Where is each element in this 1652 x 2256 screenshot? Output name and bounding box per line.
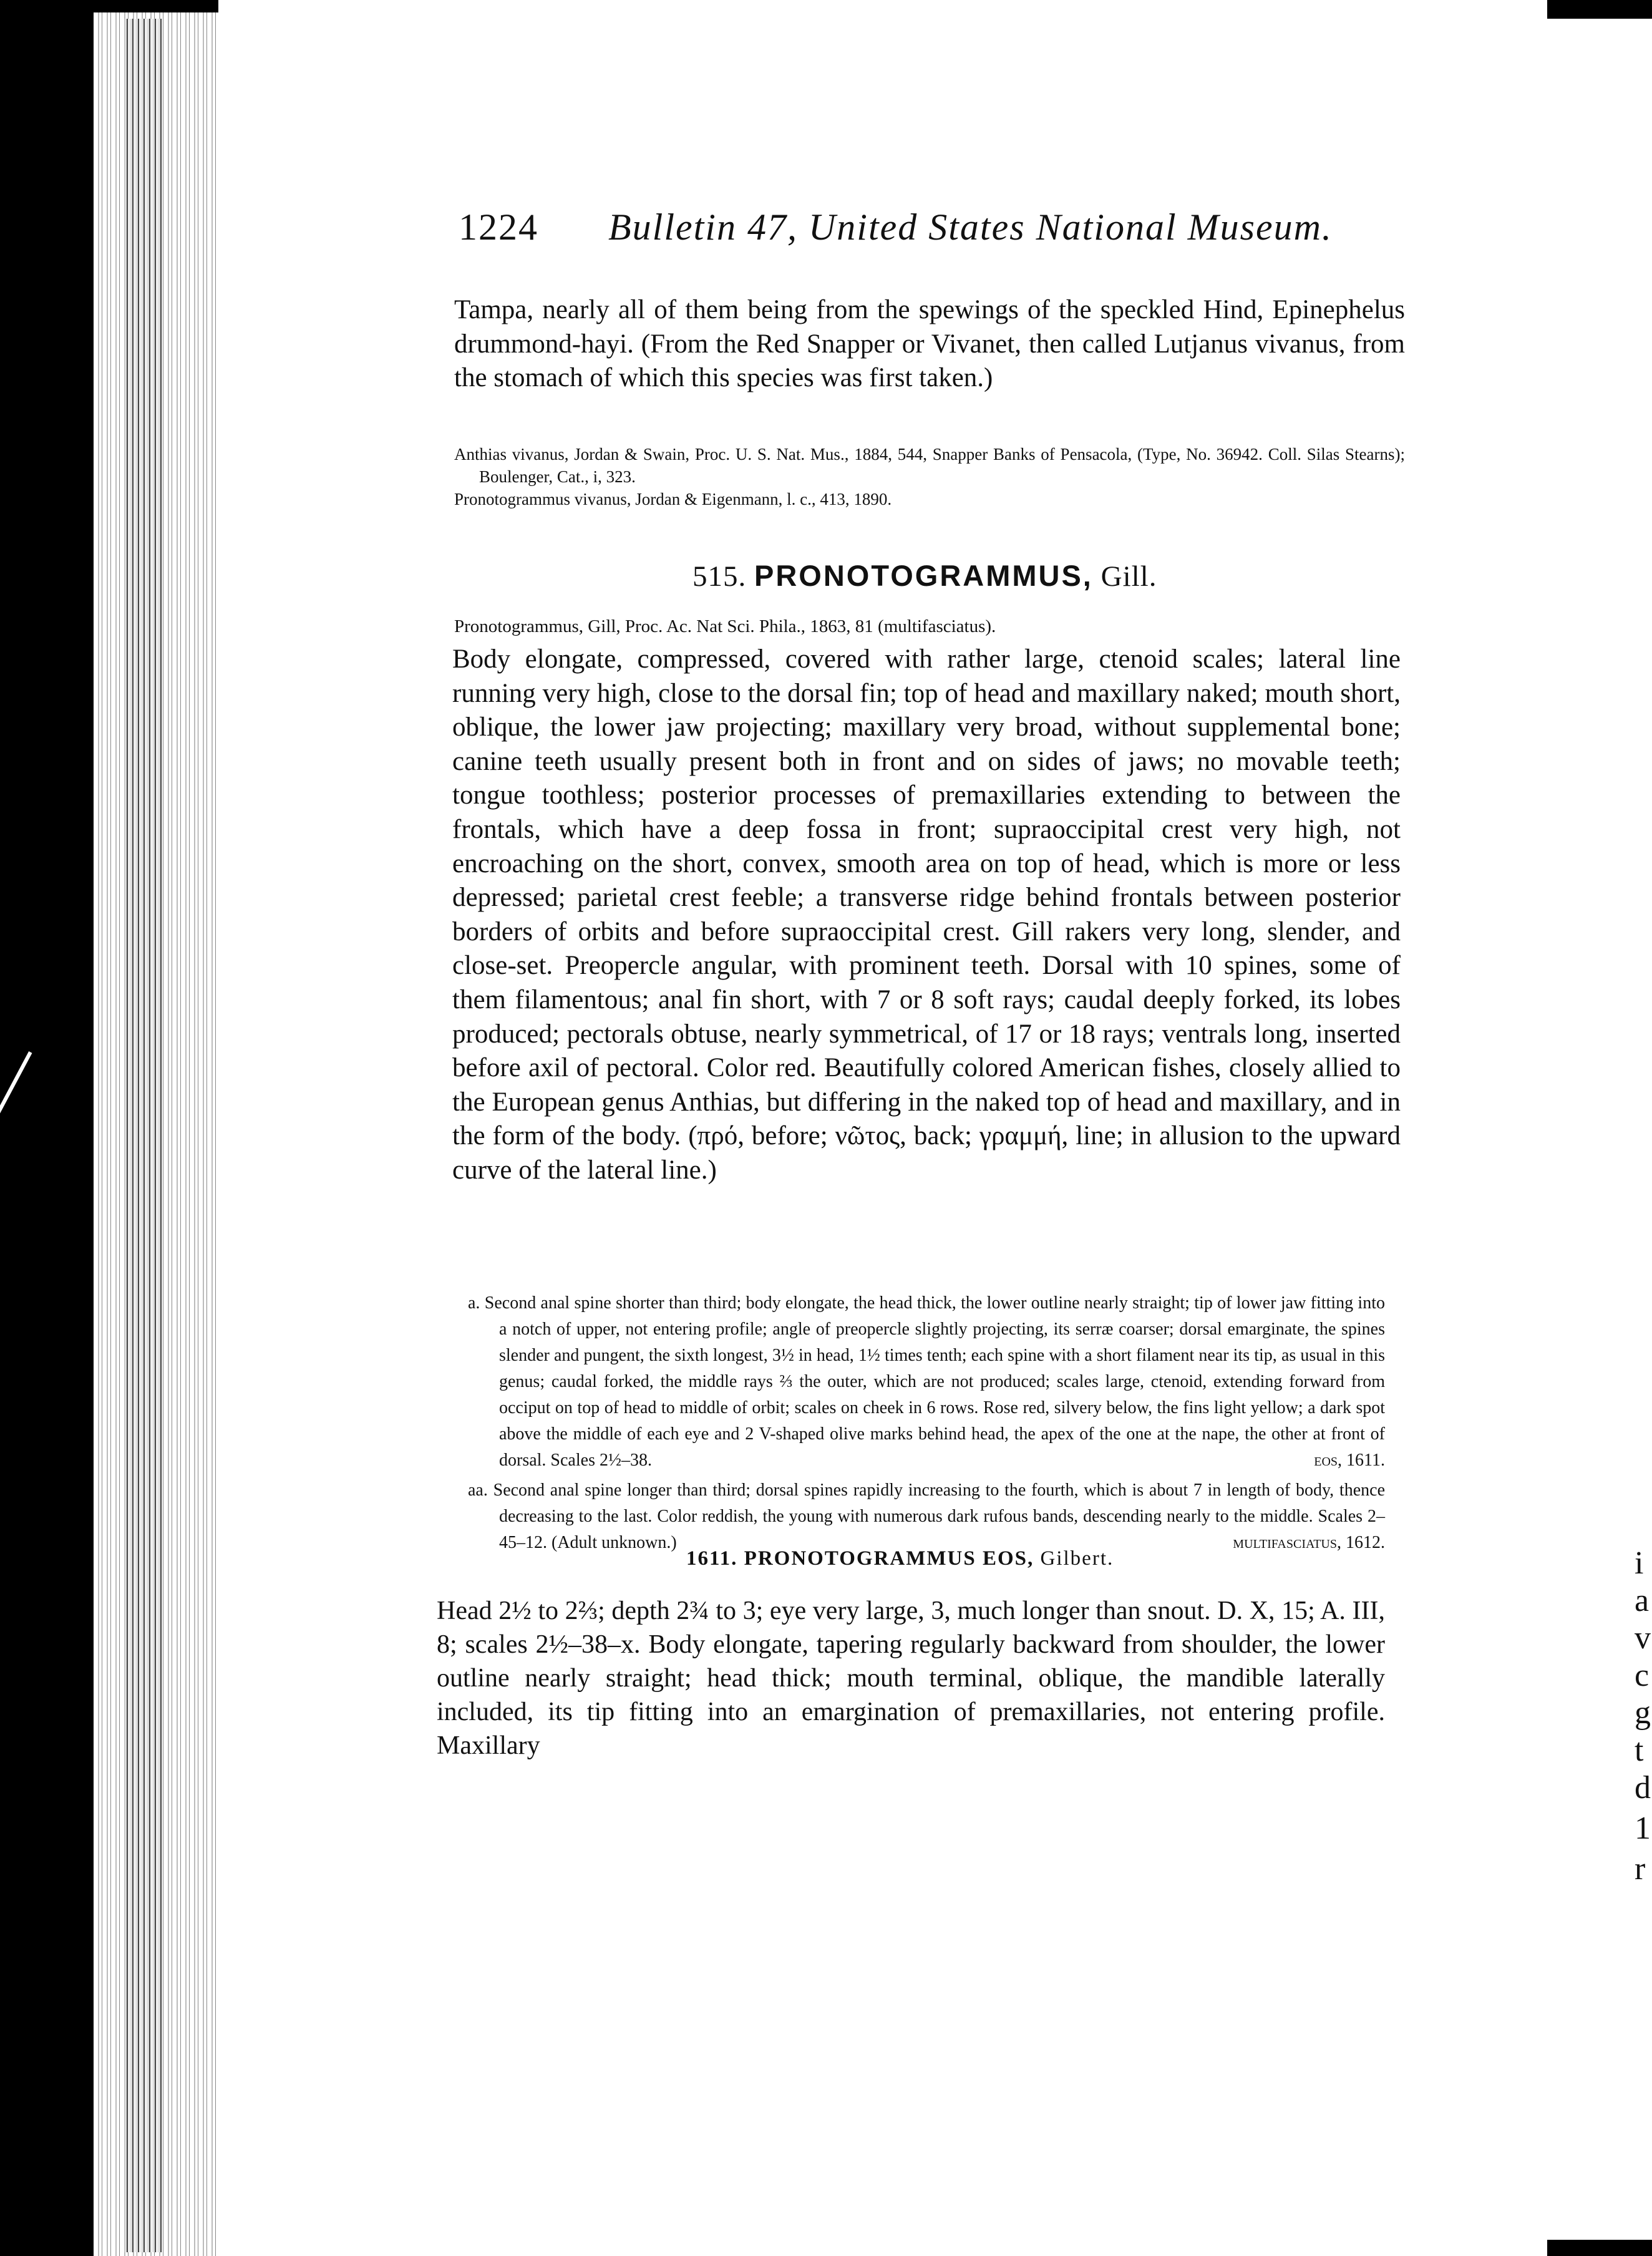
genus-synonymy: Pronotogrammus, Gill, Proc. Ac. Nat Sci. Phila., 1863, 81 (multifasciatus). — [454, 616, 996, 636]
key-text: Second anal spine longer than third; dorsal spines rapidly increasing to the fourth, which is about 7 in length of body, thence decreasing to the last. Color reddish, the young with numerous dark rufous bands, descending nearly to the middle. Scales 2–45–12. (Adult unknown.) — [493, 1480, 1385, 1552]
genus-author: Gill. — [1101, 560, 1157, 593]
genus-name: PRONOTOGRAMMUS, — [754, 559, 1093, 592]
facing-page-fragment: r — [1635, 1851, 1646, 1887]
key-entry — [468, 1477, 1385, 1556]
synonymy-entry: Pronotogrammus vivanus, Jordan & Eigenmann, l. c., 413, 1890. — [454, 490, 892, 508]
book-binding-edge — [125, 19, 162, 2252]
genus-heading — [692, 558, 1157, 593]
running-title: Bulletin 47, United States National Museum. — [608, 207, 1333, 248]
scan-artifact-mark — [0, 1051, 32, 1114]
page-header — [459, 206, 1333, 262]
facing-page-fragment: 1 — [1635, 1811, 1651, 1846]
key-label: a. — [468, 1293, 480, 1313]
key-entry — [468, 1290, 1385, 1474]
facing-page-fragment: v — [1635, 1620, 1651, 1656]
synonymy-entry: Anthias vivanus, Jordan & Swain, Proc. U. S. Nat. Mus., 1884, 544, Snapper Banks of Pensacola, (Type, No. 36942. Coll. Silas Stearns); Boulenger, Cat., i, 323. — [454, 445, 1405, 486]
facing-page-fragment: i — [1635, 1545, 1644, 1581]
facing-page-fragment: a — [1635, 1583, 1650, 1618]
page-number: 1224 — [459, 207, 538, 248]
species-key — [468, 1290, 1385, 1556]
species-description: Head 2½ to 2⅔; depth 2¾ to 3; eye very large, 3, much longer than snout. D. X, 15; A. III, 8; scales 2½–38–x. Body elongate, tapering regularly backward from shoulder, the lower outline nearly straight; head thick; mouth terminal, oblique, the mandible laterally included, its tip fitting into an emargination of premaxillaries, not entering profile. Maxillary — [437, 1597, 1385, 1760]
species-title: 1611. PRONOTOGRAMMUS EOS, — [686, 1547, 1034, 1570]
genus-description: Body elongate, compressed, covered with rather large, ctenoid scales; lateral line running very high, close to the dorsal fin; top of head and maxillary naked; mouth short, oblique, the lower jaw projecting; maxillary very broad, without supplemental bone; canine teeth usually present both in front and on sides of jaws; no movable teeth; tongue toothless; posterior processes of premaxillaries extending to between the frontals, which have a deep fossa in front; supraoccipital crest very high, not encroaching on the short, convex, smooth area on top of head, which is more or less depressed; parietal crest feeble; a transverse ridge behind frontals between posterior borders of orbits and before supraoccipital crest. Gill rakers very long, slender, and close-set. Preopercle angular, with prominent teeth. Dorsal with 10 spines, some of them filamentous; anal fin short, with 7 or 8 soft rays; caudal deeply forked, its lobes produced; pectorals obtuse, nearly symmetrical, of 17 or 18 rays; ventrals long, inserted before axil of pectoral. Color red. Beautifully colored American fishes, closely allied to the European genus Anthias, but differing in the naked top of head and maxillary, and in the form of the body. (πρό, before; νῶτος, back; γραμμή, line; in allusion to the upward curve of the lateral line.) — [452, 644, 1401, 1185]
intro-paragraph: Tampa, nearly all of them being from the spewings of the speckled Hind, Epinephelus drummond-hayi. (From the Red Snapper or Vivanet, then called Lutjanus vivanus, from the stomach of which this species was first taken.) — [454, 295, 1405, 393]
facing-page-fragment: t — [1635, 1733, 1644, 1768]
facing-page-fragment: c — [1635, 1658, 1650, 1693]
synonymy-block — [454, 443, 1405, 510]
key-label: aa. — [468, 1480, 488, 1500]
key-text: Second anal spine shorter than third; body elongate, the head thick, the lower outline nearly straight; tip of lower jaw fitting into a notch of upper, not entering profile; angle of preopercle slightly projecting, its serræ coarser; dorsal emarginate, the spines slender and pungent, the sixth longest, 3½ in head, 1½ times tenth; each spine with a short filament near its tip, as usual in this genus; caudal forked, the middle rays ⅔ the outer, which are not produced; scales large, ctenoid, extending forward from occiput on top of head to middle of orbit; scales on cheek in 6 rows. Rose red, silvery below, the fins light yellow; a dark spot above the middle of each eye and 2 V-shaped olive marks behind head, the apex of the one at the nape, the other at front of dorsal. Scales 2½–38. — [484, 1293, 1385, 1470]
key-result: multifasciatus, 1612. — [1233, 1533, 1385, 1552]
facing-page-fragment: g — [1635, 1695, 1651, 1731]
facing-page-fragment: d — [1635, 1770, 1651, 1806]
facing-page-edge — [1547, 19, 1652, 2240]
key-result: eos, 1611. — [1314, 1451, 1385, 1470]
species-author: Gilbert. — [1040, 1547, 1114, 1570]
genus-number: 515. — [692, 560, 747, 593]
species-heading — [686, 1547, 1114, 1570]
